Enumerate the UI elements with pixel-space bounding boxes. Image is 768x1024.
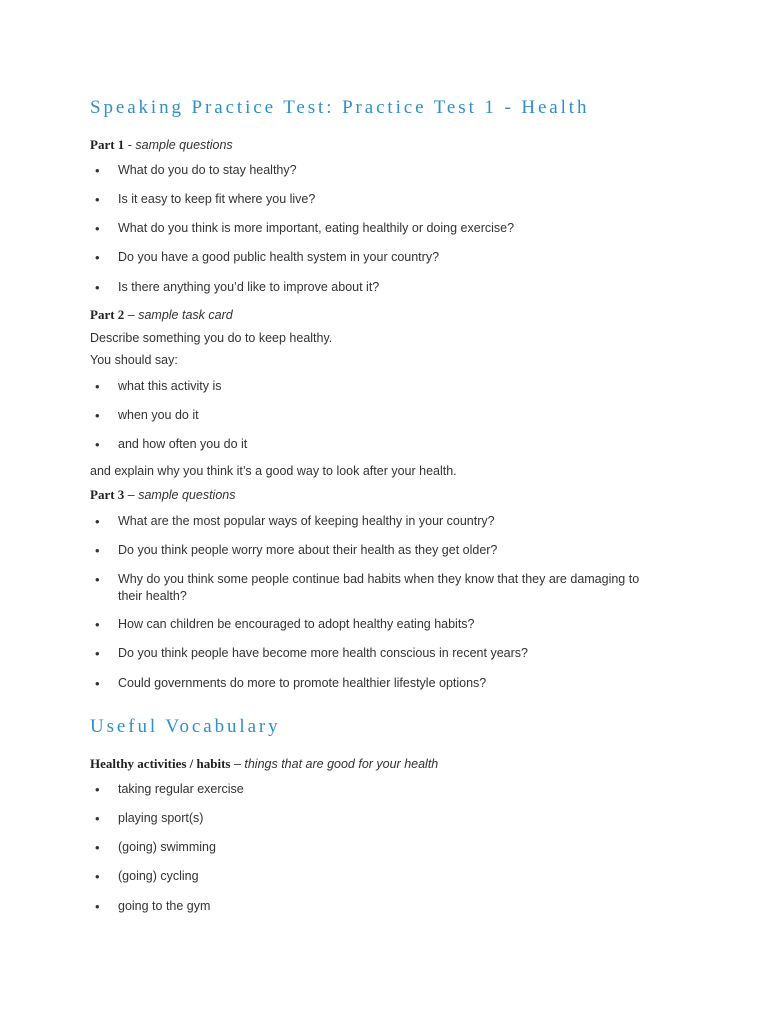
- list-item: • Is there anything you’d like to improve about it?: [95, 280, 380, 295]
- vocabulary-heading: [90, 756, 438, 772]
- bullet-icon: •: [95, 437, 100, 452]
- part2-prompt: Describe something you do to keep healthy.: [90, 331, 333, 345]
- bullet-icon: •: [95, 811, 100, 826]
- list-item: • How can children be encouraged to adopt healthy eating habits?: [95, 617, 475, 632]
- list-item: • Could governments do more to promote healthier lifestyle options?: [95, 676, 487, 691]
- list-item: • Is it easy to keep fit where you live?: [95, 192, 316, 207]
- bullet-icon: •: [95, 676, 100, 691]
- bullet-icon: •: [95, 221, 100, 236]
- part2-subtitle: sample task card: [138, 308, 233, 322]
- bullet-icon: •: [95, 572, 100, 587]
- bullet-icon: •: [95, 646, 100, 661]
- part1-heading: [90, 137, 233, 153]
- bullet-icon: •: [95, 280, 100, 295]
- part3-label: Part 3: [90, 487, 125, 502]
- bullet-icon: •: [95, 163, 100, 178]
- part2-heading: [90, 307, 233, 323]
- list-item: • what this activity is: [95, 379, 222, 394]
- part2-closing: and explain why you think it’s a good way to look after your health.: [90, 464, 457, 478]
- bullet-icon: •: [95, 899, 100, 914]
- list-item: • Why do you think some people continue bad habits when they know that they are damaging to their health?: [95, 572, 640, 603]
- vocabulary-section-label: Healthy activities / habits: [90, 756, 231, 771]
- list-item: • What are the most popular ways of keeping healthy in your country?: [95, 514, 495, 529]
- bullet-icon: •: [95, 869, 100, 884]
- list-item: • (going) swimming: [95, 840, 216, 855]
- part1-separator: -: [124, 138, 136, 152]
- list-item: • when you do it: [95, 408, 199, 423]
- bullet-icon: •: [95, 782, 100, 797]
- bullet-icon: •: [95, 617, 100, 632]
- list-item: • Do you think people have become more health conscious in recent years?: [95, 646, 528, 661]
- part1-subtitle: sample questions: [135, 138, 233, 152]
- part2-should-say: You should say:: [90, 353, 178, 367]
- vocabulary-separator: –: [230, 757, 245, 771]
- part3-heading: [90, 487, 235, 503]
- part1-label: Part 1: [90, 137, 125, 152]
- part3-subtitle: sample questions: [138, 488, 236, 502]
- bullet-icon: •: [95, 543, 100, 558]
- list-item: • and how often you do it: [95, 437, 248, 452]
- list-item: • playing sport(s): [95, 811, 204, 826]
- bullet-icon: •: [95, 514, 100, 529]
- list-item: • going to the gym: [95, 899, 211, 914]
- list-item: • What do you do to stay healthy?: [95, 163, 297, 178]
- page-title: Speaking Practice Test: Practice Test 1 - Health: [90, 97, 590, 118]
- list-item: • taking regular exercise: [95, 782, 244, 797]
- bullet-icon: •: [95, 379, 100, 394]
- part2-label: Part 2: [90, 307, 125, 322]
- bullet-icon: •: [95, 250, 100, 265]
- vocabulary-title: Useful Vocabulary: [90, 716, 281, 737]
- part3-separator: –: [124, 488, 139, 502]
- part2-separator: –: [124, 308, 139, 322]
- list-item: • What do you think is more important, eating healthily or doing exercise?: [95, 221, 515, 236]
- bullet-icon: •: [95, 408, 100, 423]
- bullet-icon: •: [95, 840, 100, 855]
- list-item: • Do you have a good public health system in your country?: [95, 250, 440, 265]
- list-item: • (going) cycling: [95, 869, 199, 884]
- list-item: • Do you think people worry more about their health as they get older?: [95, 543, 498, 558]
- bullet-icon: •: [95, 192, 100, 207]
- vocabulary-section-subtitle: things that are good for your health: [244, 757, 439, 771]
